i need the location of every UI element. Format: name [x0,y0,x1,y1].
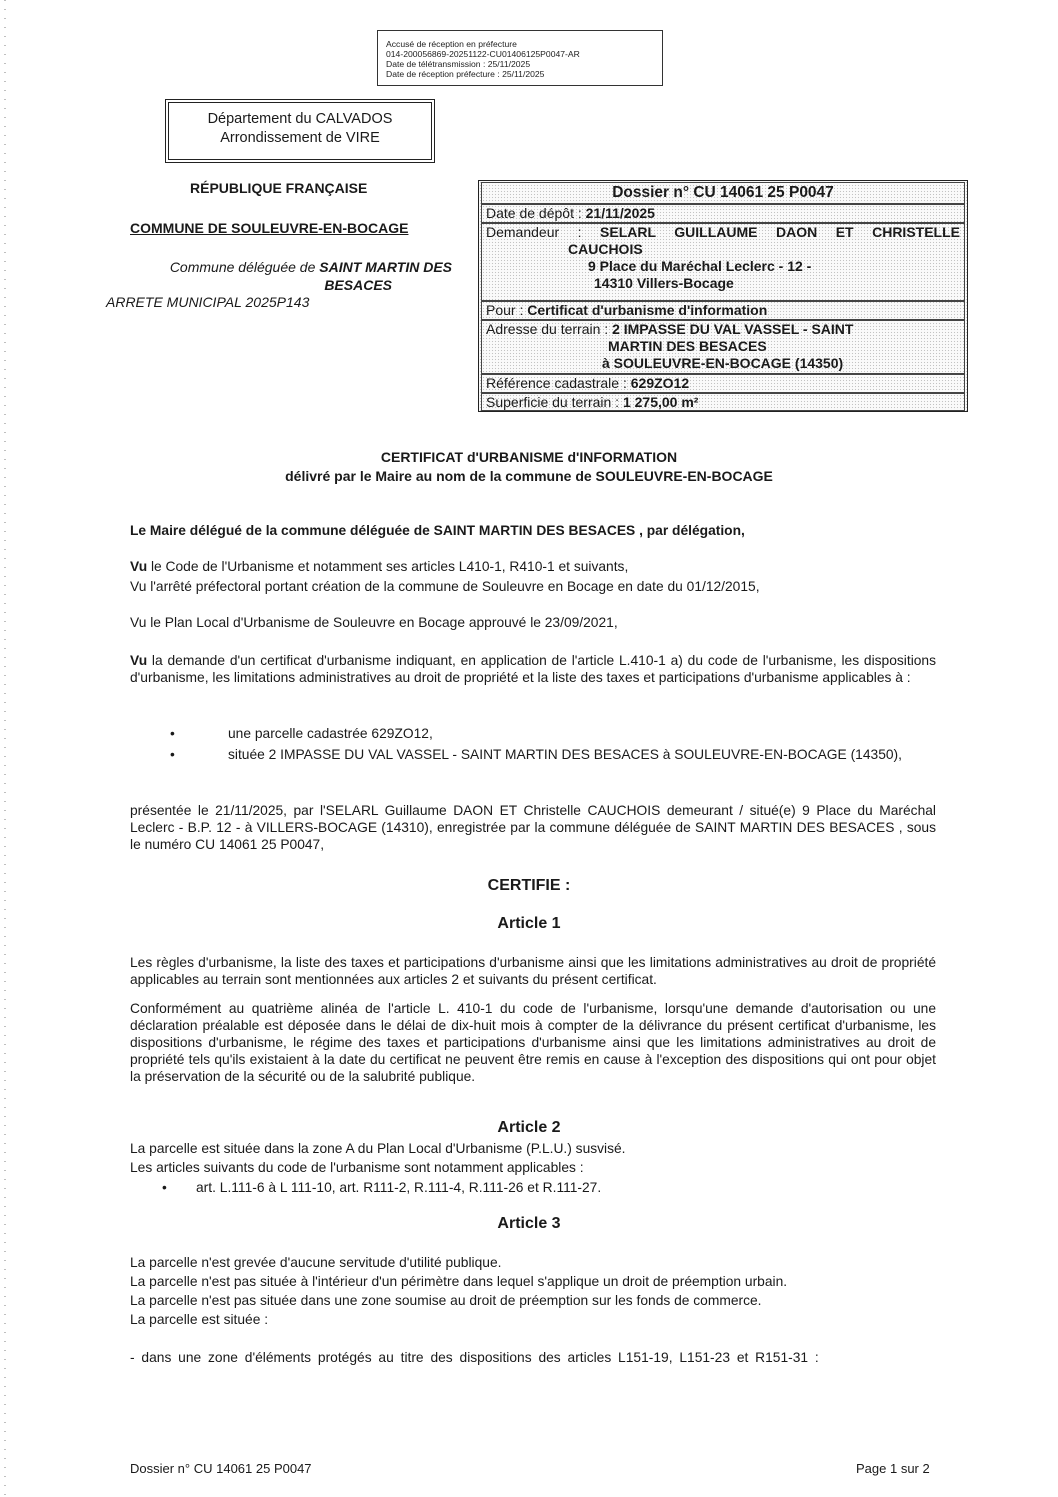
land-address-row [481,320,965,374]
land-address-value: 2 IMPASSE DU VAL VASSEL - SAINT [612,321,854,337]
article-1-title: Article 1 [497,915,561,932]
certificate-title-line1: CERTIFICAT d'URBANISME d'INFORMATION [380,449,678,465]
stamp-line: Accusé de réception en préfecture [386,39,517,49]
deleguee-prefix: Commune déléguée de [169,259,316,275]
bullet-icon: • [162,1180,167,1195]
article-3-preemption-commerce: La parcelle n'est pas située dans une zone soumise au droit de préemption sur les fonds de commerce. [130,1293,762,1308]
prefecture-receipt-stamp [377,30,663,86]
dossier-number: Dossier n° CU 14061 25 P0047 [481,182,965,204]
article-3-zone-protegee: - dans une zone d'éléments protégés au titre des dispositions des articles L151-19, L151-23 et R151-31 : [130,1350,819,1365]
land-area-row [481,393,965,411]
applicant-name: SELARL GUILLAUME DAON ET CHRISTELLE [600,224,960,240]
applicant-row [481,223,965,301]
list-item [170,725,936,742]
vu-code-text: le Code de l'Urbanisme et notamment ses articles L410-1, R410-1 et suivants, [147,559,629,574]
applicant-label: Demandeur : [486,224,582,240]
applicant-city: 14310 Villers-Bocage [594,275,734,291]
certificate-title-line2: délivré par le Maire au nom de la commune de SOULEUVRE-EN-BOCAGE [285,468,773,484]
land-area-label: Superficie du terrain : [486,394,620,410]
article-2-title: Article 2 [497,1119,561,1136]
stamp-line: Date de réception préfecture : 25/11/2025 [386,69,545,79]
vu-plu: Vu le Plan Local d'Urbanisme de Souleuvre en Bocage approuvé le 23/09/2021, [130,615,618,630]
deleguee-name-cont: BESACES [324,277,392,293]
purpose-label: Pour : [486,302,524,318]
parcel-reference: une parcelle cadastrée 629ZO12, [228,726,433,741]
certifie-heading: CERTIFIE : [487,877,571,894]
purpose-value: Certificat d'urbanisme d'information [527,302,768,318]
deleguee-name: SAINT MARTIN DES [319,259,452,275]
parcel-location: située 2 IMPASSE DU VAL VASSEL - SAINT MARTIN DES BESACES à SOULEUVRE-EN-BOCAGE (14350), [228,747,902,762]
vu-arrete-prefectoral: Vu l'arrêté préfectoral portant création de la commune de Souleuvre en Bocage en date du 01/12/2015, [130,579,760,594]
stamp-line: 014-200056869-20251122-CU01406125P0047-AR [386,49,580,59]
deposit-date-label: Date de dépôt : [486,205,582,221]
land-address-cont: MARTIN DES BESACES [608,338,767,354]
land-address-label: Adresse du terrain : [486,321,609,337]
arrondissement-name: Arrondissement de VIRE [220,130,380,146]
dossier-info-box [478,180,968,412]
certificate-title [0,448,1058,486]
arrete-number: ARRETE MUNICIPAL 2025P143 [106,294,310,310]
land-area-value: 1 275,00 m² [622,394,699,410]
mayor-statement: Le Maire délégué de la commune déléguée de SAINT MARTIN DES BESACES , par délégation, [130,523,745,538]
article-1-paragraph-1: Les règles d'urbanisme, la liste des taxes et participations d'urbanisme ainsi que les limitations administratives au droit de propriété applicables au terrain sont mentionnées aux articles 2 et suivants du présent certificat. [130,955,936,987]
applicant-name-cont: CAUCHOIS [568,241,643,257]
article-3-preemption-urbain: La parcelle n'est pas située à l'intérieur d'un périmètre dans lequel s'applique un droit de préemption urbain. [130,1274,788,1289]
vu-demande-text: la demande d'un certificat d'urbanisme indiquant, en application de l'article L.410-1 a) du code de l'urbanisme, les dispositions d'urbanisme, les limitations administratives au droit de propriété et la liste des taxes et participations d'urbanisme applicables à : [130,653,936,685]
vu-code-urbanisme [130,558,936,575]
article-2-applicable: Les articles suivants du code de l'urbanisme sont notamment applicables : [130,1160,584,1175]
republic-heading: RÉPUBLIQUE FRANÇAISE [190,180,368,196]
commune-deleguee [100,258,452,294]
stamp-line: Date de télétransmission : 25/11/2025 [386,59,531,69]
commune-heading: COMMUNE DE SOULEUVRE-EN-BOCAGE [130,220,409,236]
bullet-icon: • [170,726,175,741]
article-3-title: Article 3 [497,1215,561,1232]
cadastral-reference-label: Référence cadastrale : [486,375,627,391]
applicant-address: 9 Place du Maréchal Leclerc - 12 - [588,258,812,274]
presentation-paragraph: présentée le 21/11/2025, par l'SELARL Guillaume DAON ET Christelle CAUCHOIS demeurant / situé(e) 9 Place du Maréchal Leclerc - B.P. 12 - à VILLERS-BOCAGE (14310), enregistrée par la commune déléguée de SAINT MARTIN DES BESACES , sous le numéro CU 14061 25 P0047, [130,803,936,852]
article-3-servitude: La parcelle n'est grevée d'aucune servitude d'utilité publique. [130,1255,502,1270]
vu-keyword: Vu [130,653,148,668]
article-1-paragraph-2: Conformément au quatrième alinéa de l'article L. 410-1 du code de l'urbanisme, lorsqu'une demande d'autorisation ou une déclaration préalable est déposée dans le délai de dix-huit mois à compter de la délivrance du présent certificat d'urbanisme, les dispositions d'urbanisme, le régime des taxes et participations d'urbanisme ainsi que les limitations administratives au droit de propriété tels qu'ils existaient à la date du certificat ne peuvent être remis en cause à l'exception des dispositions qui ont pour objet la préservation de la sécurité ou de la salubrité publique. [130,1001,936,1084]
article-2-articles: art. L.111-6 à L 111-10, art. R111-2, R.111-4, R.111-26 et R.111-27. [196,1180,602,1195]
department-name: Département du CALVADOS [207,111,393,127]
cadastral-reference-row [481,374,965,393]
footer-dossier-number: Dossier n° CU 14061 25 P0047 [130,1461,312,1476]
land-address-city: à SOULEUVRE-EN-BOCAGE (14350) [602,355,844,371]
vu-demande [130,652,936,686]
deposit-date-value: 21/11/2025 [585,205,655,221]
article-2-zone: La parcelle est située dans la zone A du Plan Local d'Urbanisme (P.L.U.) susvisé. [130,1141,626,1156]
deposit-date-row [481,204,965,223]
bullet-icon: • [170,747,175,762]
article-3-situation: La parcelle est située : [130,1312,269,1327]
purpose-row [481,301,965,320]
footer-page-number: Page 1 sur 2 [856,1461,930,1476]
scan-margin-marks [4,0,6,1497]
department-box [168,102,432,160]
cadastral-reference-value: 629ZO12 [630,375,690,391]
vu-keyword: Vu [130,559,148,574]
list-item [170,746,936,763]
list-item [162,1179,928,1196]
